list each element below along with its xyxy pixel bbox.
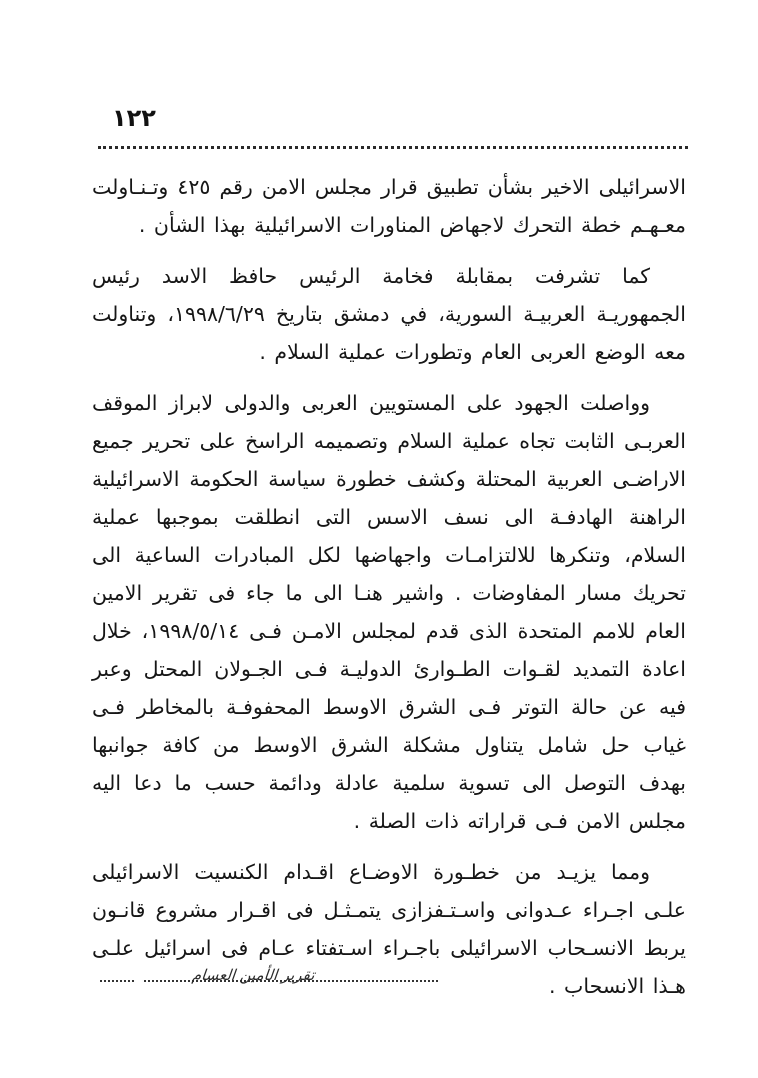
page-body	[92, 168, 686, 1018]
paragraph: وواصلت الجهود على المستويين العربى والدولى لابراز الموقف العربـى الثابت تجاه عملية السلام وتصميمه الراسخ على تحرير جميع الاراضـى العربية المحتلة وكشف خطورة سياسة الحكومة الاسرائيلية الراهنة الهادفـة الى نسف الاسس التى انطلقت بموجبها عملية السلام، وتنكرها للالتزامـات واجهاضها لكل المبادرات الساعية الى تحريك مسار المفاوضات . واشير هنـا الى ما جاء فى تقرير الامين العام للامم المتحدة الذى قدم لمجلس الامـن فـى ١٩٩٨/٥/١٤، خلال اعادة التمديد لقـوات الطـوارئ الدوليـة فـى الجـولان المحتل وعبر فيه عن حالة التوتر فـى الشرق الاوسط المحفوفـة بالمخاطر فـى غياب حل شامل يتناول مشكلة الشرق الاوسط من كافة جوانبها بهدف التوصل الى تسوية سلمية عادلة ودائمة حسب ما دعا اليه مجلس الامن فـى قراراته ذات الصلة .	[92, 391, 687, 833]
footer-rule-short	[100, 980, 134, 982]
header-rule	[98, 146, 688, 149]
page-footer	[100, 966, 438, 996]
paragraph: الاسرائيلى الاخير بشأن تطبيق قرار مجلس الامن رقم ٤٢٥ وتـنـاولت معـهـم خطة التحرك لاجهاض المناورات الاسرائيلية بهذا الشأن .	[92, 175, 686, 237]
footer-signature: تقرير الأمين العسام	[191, 966, 316, 984]
page-number: ١٢٢	[112, 104, 156, 132]
paragraph: كما تشرفت بمقابلة فخامة الرئيس حافظ الاسد رئيس الجمهوريـة العربيـة السورية، في دمشق بتاريخ ١٩٩٨/٦/٢٩، وتناولت معه الوضع العربى العام وتطورات عملية السلام .	[92, 264, 687, 364]
paragraph: ومما يزيـد من خطـورة الاوضـاع اقـدام الكنسيت الاسرائيلى علـى اجـراء عـدوانى واسـتـفزازى يتمـثـل فى اقـرار مشروع قانـون يربط الانسـحاب الاسرائيلى باجـراء اسـتفتاء عـام فى اسرائيل علـى هـذا الانسحاب .	[92, 860, 686, 998]
